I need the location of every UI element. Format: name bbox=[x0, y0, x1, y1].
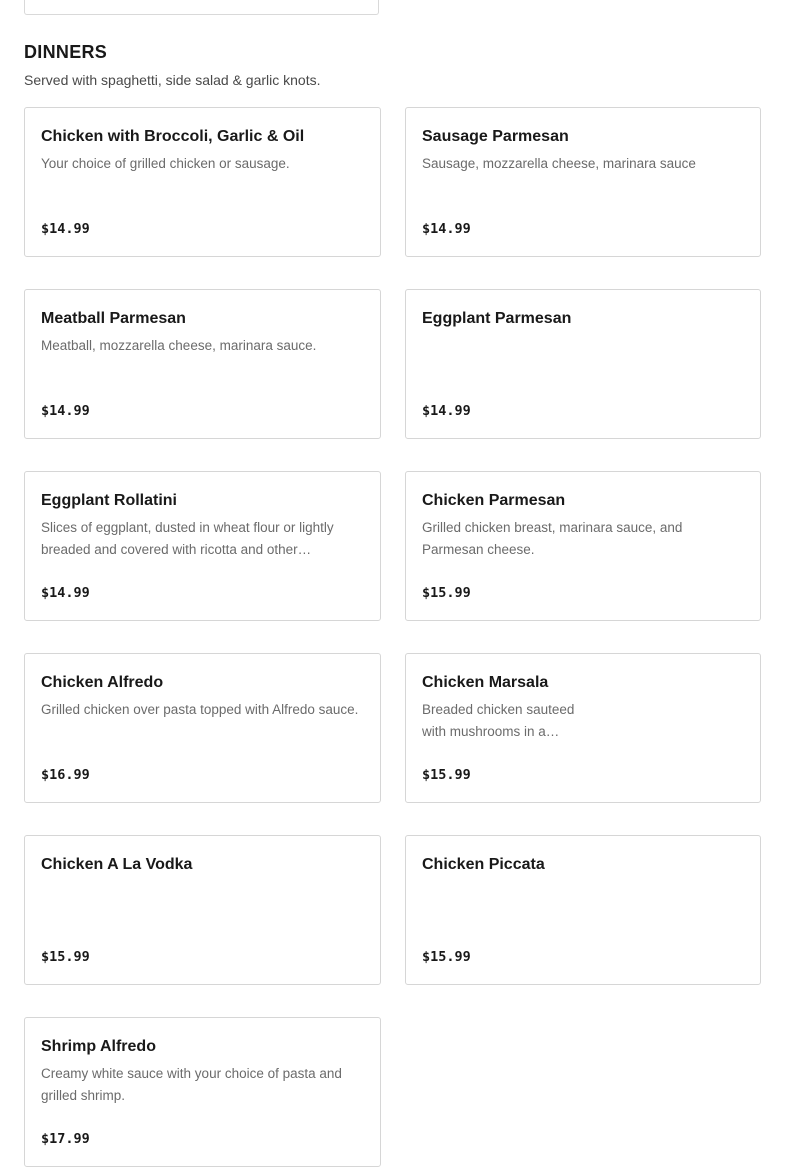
previous-menu-item-card[interactable] bbox=[24, 0, 379, 15]
menu-item-card[interactable] bbox=[24, 471, 381, 621]
menu-item-description: Grilled chicken over pasta topped with Alfredo sauce. bbox=[41, 702, 359, 717]
menu-item-price: $15.99 bbox=[41, 949, 90, 965]
menu-item-card[interactable] bbox=[405, 471, 761, 621]
menu-item-name: Eggplant Rollatini bbox=[41, 492, 177, 509]
menu-item-name: Sausage Parmesan bbox=[422, 128, 569, 145]
menu-item-name: Chicken Alfredo bbox=[41, 674, 164, 691]
menu-items-grid bbox=[24, 107, 761, 1167]
menu-item-card[interactable] bbox=[405, 107, 761, 257]
menu-item-description: Sausage, mozzarella cheese, marinara sauce bbox=[422, 156, 696, 171]
menu-item-card[interactable] bbox=[24, 653, 381, 803]
menu-item-card[interactable] bbox=[405, 289, 761, 439]
section-subtitle: Served with spaghetti, side salad & garlic knots. bbox=[24, 72, 321, 88]
menu-item-price: $17.99 bbox=[41, 1131, 90, 1147]
menu-item-name: Shrimp Alfredo bbox=[41, 1038, 156, 1055]
menu-item-description: Grilled chicken breast, marinara sauce, and Parmesan cheese. bbox=[422, 520, 683, 557]
menu-item-card[interactable] bbox=[405, 835, 761, 985]
menu-item-name: Eggplant Parmesan bbox=[422, 310, 572, 327]
menu-item-price: $16.99 bbox=[41, 767, 90, 783]
menu-item-card[interactable] bbox=[24, 289, 381, 439]
menu-item-price: $15.99 bbox=[422, 949, 471, 965]
menu-item-card[interactable] bbox=[405, 653, 761, 803]
menu-item-description: Breaded chicken sauteed with mushrooms in a… bbox=[422, 702, 575, 739]
menu-item-description: Meatball, mozzarella cheese, marinara sauce. bbox=[41, 338, 317, 353]
menu-item-name: Chicken with Broccoli, Garlic & Oil bbox=[41, 128, 305, 145]
menu-item-name: Chicken Piccata bbox=[422, 856, 545, 873]
menu-item-name: Chicken Parmesan bbox=[422, 492, 566, 509]
menu-item-name: Chicken Marsala bbox=[422, 674, 549, 691]
menu-item-card[interactable] bbox=[24, 1017, 381, 1167]
menu-item-price: $14.99 bbox=[422, 221, 471, 237]
menu-item-name: Meatball Parmesan bbox=[41, 310, 186, 327]
menu-item-card[interactable] bbox=[24, 835, 381, 985]
section-title: DINNERS bbox=[24, 42, 108, 62]
menu-item-price: $14.99 bbox=[422, 403, 471, 419]
menu-item-description: Slices of eggplant, dusted in wheat flour or lightly breaded and covered with ricotta and other… bbox=[41, 520, 334, 557]
menu-item-price: $14.99 bbox=[41, 221, 90, 237]
menu-item-description: Your choice of grilled chicken or sausage. bbox=[41, 156, 290, 171]
menu-item-price: $15.99 bbox=[422, 767, 471, 783]
menu-item-price: $15.99 bbox=[422, 585, 471, 601]
menu-item-description: Creamy white sauce with your choice of pasta and grilled shrimp. bbox=[41, 1066, 342, 1103]
menu-item-name: Chicken A La Vodka bbox=[41, 856, 193, 873]
menu-item-price: $14.99 bbox=[41, 403, 90, 419]
menu-item-price: $14.99 bbox=[41, 585, 90, 601]
menu-item-card[interactable] bbox=[24, 107, 381, 257]
